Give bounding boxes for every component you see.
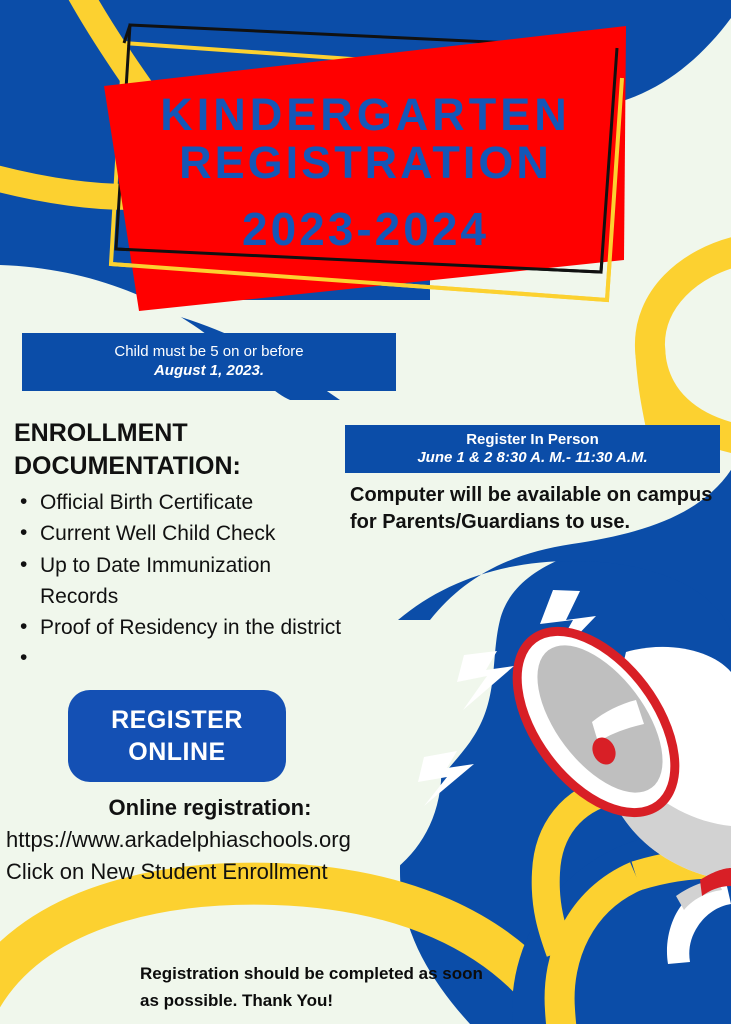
register-in-person-banner — [345, 425, 720, 473]
enrollment-documents-list — [14, 487, 346, 667]
age-requirement-banner — [22, 333, 396, 391]
age-requirement-line-1: Child must be 5 on or before — [114, 343, 304, 361]
enrollment-heading — [14, 417, 344, 483]
footer-note — [140, 960, 610, 1014]
computer-availability-note: Computer will be available on campus for Parents/Guardians to use. — [350, 484, 713, 534]
online-registration-url[interactable]: https://www.arkadelphiaschools.org — [6, 827, 351, 852]
register-online-button-line-1: REGISTER — [111, 706, 243, 734]
online-registration-instruction: Click on New Student Enrollment — [6, 859, 328, 884]
list-item: • Up to Date Immunization Records — [14, 550, 346, 613]
list-item: • Official Birth Certificate — [14, 487, 346, 518]
online-registration-heading: Online registration: — [108, 795, 312, 820]
register-in-person-schedule: June 1 & 2 8:30 A. M.- 11:30 A.M. — [417, 448, 648, 466]
title-line-2: REGISTRATION — [179, 136, 552, 188]
register-online-button-line-2: ONLINE — [128, 738, 226, 766]
title-line-3: 2023-2024 — [242, 202, 489, 255]
enrollment-heading-line-2: DOCUMENTATION: — [14, 452, 241, 480]
list-item: • Proof of Residency in the district — [14, 612, 346, 643]
footer-note-line-2: as possible. Thank You! — [140, 991, 334, 1011]
register-in-person-title: Register In Person — [466, 430, 599, 448]
list-item — [14, 643, 346, 667]
age-requirement-date: August 1, 2023. — [153, 362, 265, 379]
list-item: • Current Well Child Check — [14, 518, 346, 549]
footer-note-line-1: Registration should be completed as soon — [140, 964, 483, 983]
register-online-button[interactable] — [68, 690, 286, 782]
enrollment-heading-line-1: ENROLLMENT — [14, 419, 188, 447]
title-line-1: KINDERGARTEN — [160, 89, 571, 140]
